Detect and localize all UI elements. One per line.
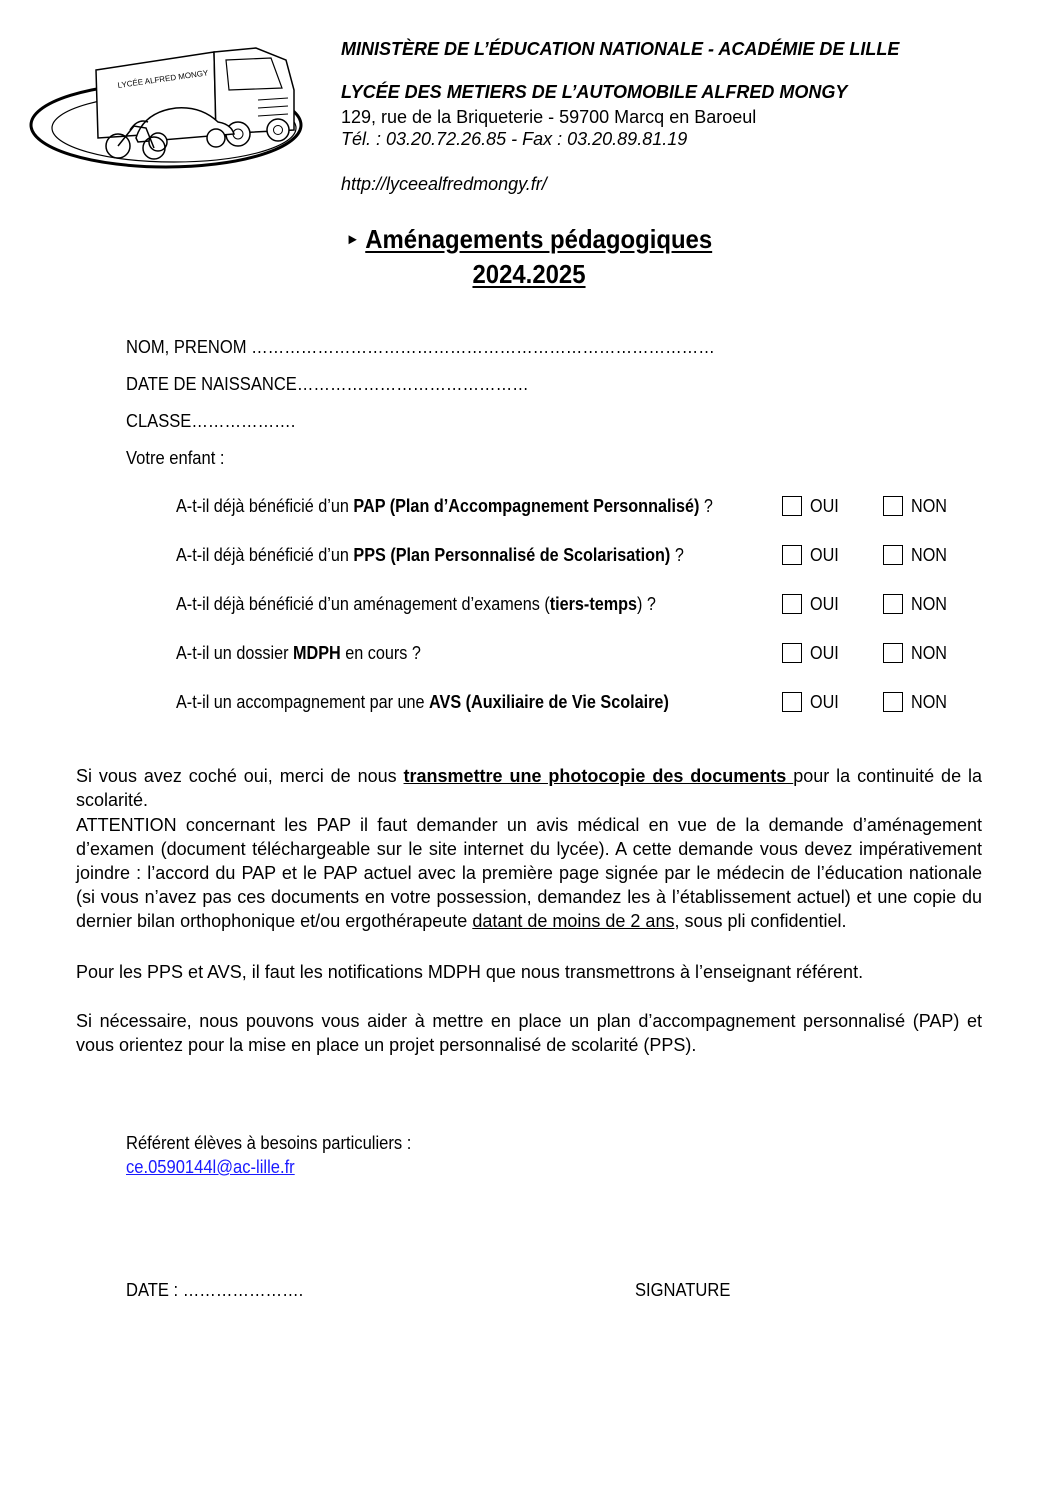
title-line1: Aménagements pédagogiques (365, 224, 713, 254)
help-paragraph: Si nécessaire, nous pouvons vous aider à mettre en place un plan d’accompagnement personnalisé (PAP) et vous orientez pour la mise en place un projet personnalisé de scolarité (PPS). (76, 1011, 982, 1055)
transmit-paragraph: Si vous avez coché oui, merci de nous transmettre une photocopie des documents pour la continuité de la scolarité. (76, 766, 983, 810)
school-address: 129, rue de la Briqueterie - 59700 Marcq en Baroeul (341, 107, 757, 127)
birthdate-field[interactable]: DATE DE NAISSANCE…………………………………… (126, 374, 529, 394)
referent-email-line (126, 1157, 295, 1178)
tiers-temps-yes-label: OUI (810, 594, 839, 614)
question-tiers-temps: A-t-il déjà bénéficié d’un aménagement d’examens (tiers-temps) ? (176, 594, 656, 614)
date-field[interactable]: DATE : …………………. (126, 1280, 304, 1300)
attention-paragraph: ATTENTION concernant les PAP il faut demander un avis médical en vue de la demande d’aménagement d’examen (document téléchargeable sur le site internet du lycée). A cette demande vous devez impérativement joindre : l’accord du PAP et le PAP actuel avec la première page signée par le médecin de l’éducation nationale (si vous n’avez pas ces documents en votre possession, demandez les à l’établissement actuel) et une copie du dernier bilan orthophonique et/ou ergothérapeute datant de moins de 2 ans, sous pli confidentiel. (76, 815, 982, 931)
referent-label: Référent élèves à besoins particuliers : (126, 1133, 412, 1153)
title-bullet-icon: ► (345, 231, 360, 248)
avs-no-checkbox[interactable] (883, 692, 903, 712)
page-year (42, 259, 1015, 290)
mdph-yes-checkbox[interactable] (782, 643, 802, 663)
avs-yes-checkbox[interactable] (782, 692, 802, 712)
pap-no-checkbox[interactable] (883, 496, 903, 516)
mdph-no-checkbox[interactable] (883, 643, 903, 663)
school-phone: Tél. : 03.20.72.26.85 - Fax : 03.20.89.81.19 (341, 129, 688, 149)
title-line2: 2024.2025 (472, 259, 586, 289)
pps-no-checkbox[interactable] (883, 545, 903, 565)
avs-yes-label: OUI (810, 692, 839, 712)
name-field[interactable]: NOM, PRENOM ………………………………………………………………………… (126, 337, 715, 357)
ministry-line: MINISTÈRE DE L’ÉDUCATION NATIONALE - ACADÉMIE DE LILLE (341, 39, 900, 59)
referent-email-link[interactable]: ce.0590144l@ac-lille.fr (126, 1157, 295, 1177)
pps-yes-label: OUI (810, 545, 839, 565)
pps-no-label: NON (911, 545, 947, 565)
pap-yes-checkbox[interactable] (782, 496, 802, 516)
tiers-temps-yes-checkbox[interactable] (782, 594, 802, 614)
tiers-temps-no-label: NON (911, 594, 947, 614)
mdph-paragraph: Pour les PPS et AVS, il faut les notifications MDPH que nous transmettrons à l’enseignant référent. (76, 962, 864, 982)
child-label: Votre enfant : (126, 448, 225, 468)
school-name: LYCÉE DES METIERS DE L’AUTOMOBILE ALFRED MONGY (341, 82, 848, 102)
question-avs: A-t-il un accompagnement par une AVS (Auxiliaire de Vie Scolaire) (176, 692, 669, 712)
question-pps: A-t-il déjà bénéficié d’un PPS (Plan Personnalisé de Scolarisation) ? (176, 545, 684, 565)
school-logo (26, 30, 326, 180)
class-field[interactable]: CLASSE………………. (126, 411, 296, 431)
question-mdph: A-t-il un dossier MDPH en cours ? (176, 643, 421, 663)
pps-yes-checkbox[interactable] (782, 545, 802, 565)
logo-lettering: LYCÉE ALFRED MONGY (117, 68, 209, 90)
avs-no-label: NON (911, 692, 947, 712)
mdph-yes-label: OUI (810, 643, 839, 663)
signature-label: SIGNATURE (635, 1280, 731, 1300)
question-pap: A-t-il déjà bénéficié d’un PAP (Plan d’Accompagnement Personnalisé) ? (176, 496, 713, 516)
page-title (42, 224, 1015, 255)
school-website[interactable]: http://lyceealfredmongy.fr/ (341, 174, 547, 194)
mdph-no-label: NON (911, 643, 947, 663)
tiers-temps-no-checkbox[interactable] (883, 594, 903, 614)
pap-yes-label: OUI (810, 496, 839, 516)
pap-no-label: NON (911, 496, 947, 516)
